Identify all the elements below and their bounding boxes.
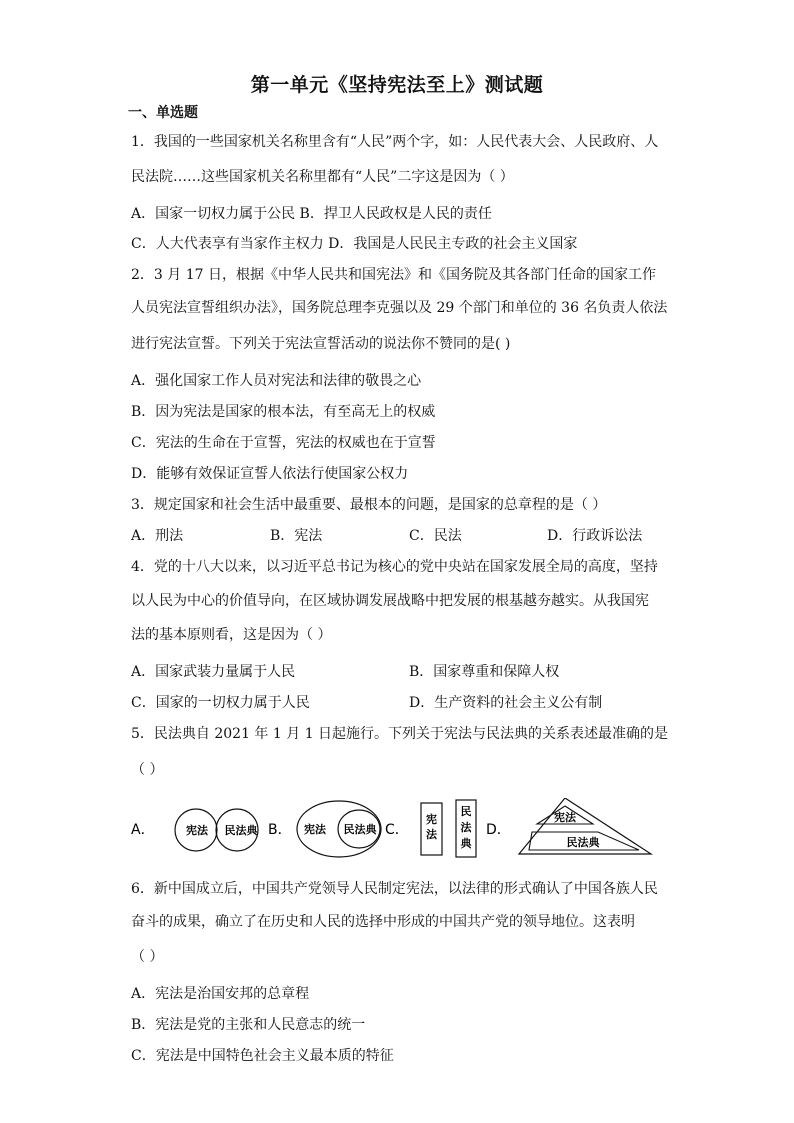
q5-d-constitution-label: 宪法 [554,811,576,824]
q5-stem-line-1: 5．民法典自 2021 年 1 月 1 日起施行。下列关于宪法与民法典的关系表述最准确的是 [131,726,669,742]
q3-option-a: A．刑法 [131,528,184,544]
q5-a-constitution-label: 宪法 [186,824,208,837]
q5-a-civil-code-label: 民法典 [224,824,258,837]
q1-option-cd: C．人大代表享有当家作主权力 D．我国是人民民主专政的社会主义国家 [131,236,578,252]
q4-option-c: C．国家的一切权力属于人民 [131,695,310,711]
q5-option-d-label: D． [486,822,511,838]
q5-d-civil-code-label: 民法典 [566,836,600,849]
q3-option-d: D．行政诉讼法 [547,528,643,544]
q5-b-constitution-label: 宪法 [304,823,326,836]
q2-stem-line-3: 进行宪法宣誓。下列关于宪法宣誓活动的说法你不赞同的是( ) [131,336,511,352]
q5-stem-line-2: （ ） [131,762,164,778]
q3-option-c: C．民法 [409,528,462,544]
q5-b-civil-code-label: 民法典 [343,823,377,836]
q6-stem-line-2: 奋斗的成果，确立了在历史和人民的选择中形成的中国共产党的领导地位。这表明 [131,914,635,930]
q2-option-c: C．宪法的生命在于宣誓，宪法的权威也在于宣誓 [131,435,436,451]
q5-c-civil-char-2: 法 [460,821,472,834]
q5-diagram-options [131,798,691,860]
q6-option-b: B．宪法是党的主张和人民意志的统一 [131,1017,366,1033]
q5-option-c-label: C． [385,822,409,838]
q4-option-a: A．国家武装力量属于人民 [131,664,296,680]
q5-c-constitution-char-2: 法 [426,828,437,841]
q1-stem-line-2: 民法院……这些国家机关名称里都有“人民”二字这是因为（ ） [131,169,514,185]
q2-option-a: A．强化国家工作人员对宪法和法律的敬畏之心 [131,373,422,389]
page-title: 第一单元《坚持宪法至上》测试题 [250,74,544,96]
q2-stem-line-1: 2．3 月 17 日，根据《中华人民共和国宪法》和《国务院及其各部门任命的国家工作 [131,267,656,283]
q2-stem-line-2: 人员宪法宣誓组织办法》，国务院总理李克强以及 29 个部门和单位的 36 名负责人依法 [131,300,668,316]
q5-c-civil-char-1: 民 [460,805,472,818]
q5-option-a-label: A． [131,822,155,838]
q4-option-d: D．生产资料的社会主义公有制 [409,695,603,711]
q5-diagram-svg [131,798,691,860]
q4-stem-line-1: 4．党的十八大以来，以习近平总书记为核心的党中央站在国家发展全局的高度，坚持 [131,559,658,575]
section-heading: 一、单选题 [128,105,198,121]
q3-stem: 3．规定国家和社会生活中最重要、最根本的问题，是国家的总章程的是（ ） [131,497,607,513]
q1-option-ab: A．国家一切权力属于公民 B．捍卫人民政权是人民的责任 [131,206,492,222]
q6-option-c: C．宪法是中国特色社会主义最本质的特征 [131,1048,394,1064]
q4-stem-line-3: 法的基本原则看，这是因为（ ） [131,627,332,643]
q4-stem-line-2: 以人民为中心的价值导向，在区域协调发展战略中把发展的根基越夯越实。从我国宪 [131,593,649,609]
q6-stem-line-1: 6．新中国成立后，中国共产党领导人民制定宪法，以法律的形式确认了中国各族人民 [131,881,658,897]
q1-stem-line-1: 1．我国的一些国家机关名称里含有“人民”两个字，如：人民代表大会、人民政府、人 [131,134,659,150]
q2-option-d: D．能够有效保证宣誓人依法行使国家公权力 [131,466,409,482]
q6-stem-line-3: （ ） [131,949,164,965]
q4-options-row-2 [131,692,671,712]
q2-option-b: B．因为宪法是国家的根本法，有至高无上的权威 [131,404,436,420]
q5-c-civil-char-3: 典 [460,837,472,850]
q4-option-b: B．国家尊重和保障人权 [409,664,560,680]
q6-option-a: A．宪法是治国安邦的总章程 [131,986,310,1002]
q3-option-b: B．宪法 [270,528,323,544]
q5-option-b-label: B． [268,822,292,838]
q4-options-row-1 [131,661,671,681]
q5-c-constitution-char-1: 宪 [426,813,437,826]
q3-options [131,525,671,545]
